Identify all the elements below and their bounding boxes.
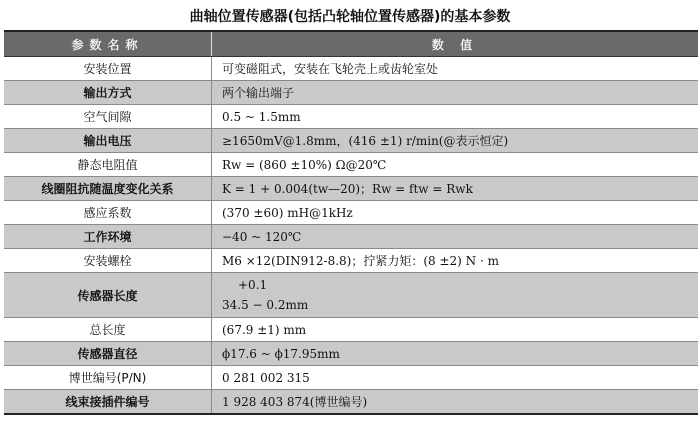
param-name: 输出电压 (4, 129, 212, 153)
table-row (4, 57, 698, 81)
table-header-row (4, 31, 698, 57)
param-value: Rw = (860 ±10%) Ω@20℃ (212, 153, 699, 177)
param-name: 线圈阻抗随温度变化关系 (4, 177, 212, 201)
param-name: 感应系数 (4, 201, 212, 225)
param-name: 博世编号(P/N) (4, 366, 212, 390)
param-name: 传感器长度 (4, 273, 212, 318)
table-row (4, 273, 698, 318)
tolerance-stack (222, 275, 698, 315)
param-value: 0 281 002 315 (212, 366, 699, 390)
param-name: 安装螺栓 (4, 249, 212, 273)
param-name: 线束接插件编号 (4, 390, 212, 415)
table-row (4, 342, 698, 366)
param-value: 1 928 403 874(博世编号) (212, 390, 699, 415)
table-row (4, 153, 698, 177)
param-name: 总长度 (4, 318, 212, 342)
table-row (4, 129, 698, 153)
param-name: 工作环境 (4, 225, 212, 249)
param-name: 空气间隙 (4, 105, 212, 129)
param-value: ϕ17.6 ~ ϕ17.95mm (212, 342, 699, 366)
param-value: 可变磁阻式，安装在飞轮壳上或齿轮室处 (212, 57, 699, 81)
column-header-value: 数 值 (212, 31, 699, 57)
param-name: 静态电阻值 (4, 153, 212, 177)
param-name: 输出方式 (4, 81, 212, 105)
param-value: 两个输出端子 (212, 81, 699, 105)
param-value: M6 ×12(DIN912-8.8)；拧紧力矩：(8 ±2) N · m (212, 249, 699, 273)
param-value: (370 ±60) mH@1kHz (212, 201, 699, 225)
param-name: 安装位置 (4, 57, 212, 81)
table-row (4, 318, 698, 342)
column-header-name: 参数名称 (4, 31, 212, 57)
table-row (4, 177, 698, 201)
table-row (4, 249, 698, 273)
param-value: K = 1 + 0.004(tw—20)；Rw = ftw = Rwk (212, 177, 699, 201)
param-value (212, 273, 699, 318)
tolerance-lower: 34.5 − 0.2mm (222, 298, 309, 312)
table-row (4, 225, 698, 249)
param-value: −40 ~ 120℃ (212, 225, 699, 249)
table-row (4, 390, 698, 415)
tolerance-upper: +0.1 (238, 278, 268, 292)
table-row (4, 81, 698, 105)
param-value: ≥1650mV@1.8mm，(416 ±1) r/min(@表示恒定) (212, 129, 699, 153)
param-value: 0.5 ~ 1.5mm (212, 105, 699, 129)
parameters-table (4, 30, 698, 415)
param-name: 传感器直径 (4, 342, 212, 366)
table-row (4, 366, 698, 390)
param-value: (67.9 ±1) mm (212, 318, 699, 342)
table-title: 曲轴位置传感器(包括凸轮轴位置传感器)的基本参数 (189, 9, 511, 25)
table-row (4, 201, 698, 225)
table-row (4, 105, 698, 129)
